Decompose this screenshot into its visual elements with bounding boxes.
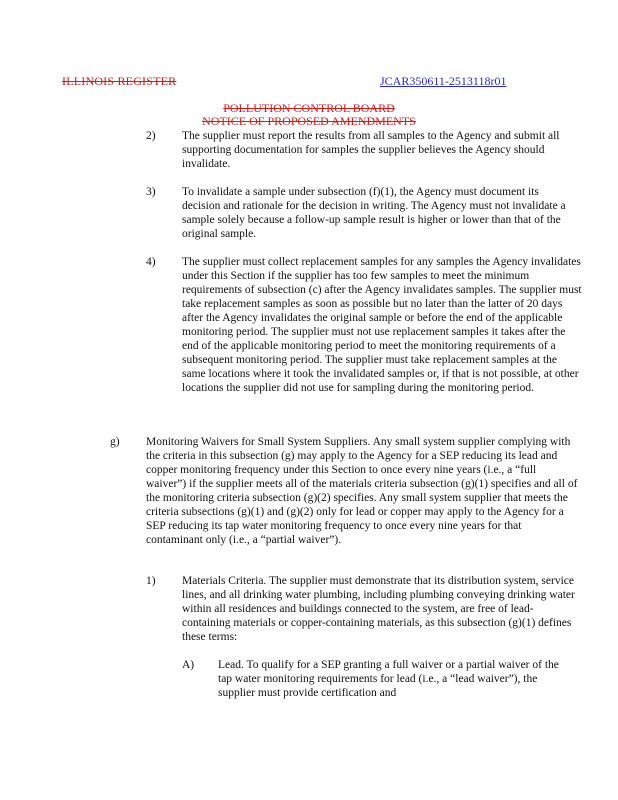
board-title: POLLUTION CONTROL BOARD: [223, 101, 395, 115]
document-id: JCAR350611-2513118r01: [380, 74, 507, 88]
paragraph-2: The supplier must report the results from all samples to the Agency and submit all supporting documentation for samples the supplier believes the Agency should invalidate.: [182, 130, 560, 170]
register-header: ILLINOIS REGISTER: [62, 74, 177, 88]
item-number: 1): [146, 575, 156, 587]
paragraph-g1: Materials Criteria. The supplier must demonstrate that its distribution system, service lines, and all drinking water plumbing, including plumbing conveying drinking water within all residences and buildings connected to the system, are free of lead-containing materials or copper-containing materials, as this subsection (g)(1) defines these terms:: [182, 575, 575, 643]
item-number: 3): [146, 186, 156, 198]
notice-title: NOTICE OF PROPOSED AMENDMENTS: [202, 114, 416, 128]
paragraph-3: To invalidate a sample under subsection (f)(1), the Agency must document its decision and rationale for the decision in writing. The Agency must not invalidate a sample solely because a follow-up sample result is higher or lower than that of the original sample.: [182, 186, 566, 240]
item-number: A): [182, 659, 195, 671]
item-number: g): [110, 436, 120, 448]
paragraph-4: The supplier must collect replacement samples for any samples the Agency invalidates under this Section if the supplier has too few samples to meet the minimum requirements of subsection (c) after the Agency invalidates samples. The supplier must take replacement samples as soon as possible but no later than the latter of 20 days after the Agency invalidates the original sample or before the end of the applicable monitoring period. The supplier must not use replacement samples it takes after the end of the applicable monitoring period to meet the monitoring requirements of a subsequent monitoring period. The supplier must take replacement samples at the same locations where it took the invalidated samples or, if that is not possible, at other locations the supplier did not use for sampling during the monitoring period.: [182, 256, 582, 394]
paragraph-g1A: Lead. To qualify for a SEP granting a full waiver or a partial waiver of the tap water monitoring requirements for lead (i.e., a “lead waiver”), the supplier must provide certification and: [218, 659, 559, 699]
paragraph-g: Monitoring Waivers for Small System Suppliers. Any small system supplier complying with the criteria in this subsection (g) may apply to the Agency for a SEP reducing its lead and copper monitoring frequency under this Section to once every nine years (i.e., a “full waiver”) if the supplier meets all of the materials criteria subsection (g)(1) specifies and all of the monitoring criteria subsection (g)(2) specifies. Any small system supplier that meets the criteria subsections (g)(1) and (g)(2) only for lead or copper may apply to the Agency for a SEP reducing its tap water monitoring frequency to once every nine years for that contaminant only (i.e., a “partial waiver”).: [146, 436, 578, 546]
item-number: 2): [146, 130, 156, 142]
item-number: 4): [146, 256, 156, 268]
